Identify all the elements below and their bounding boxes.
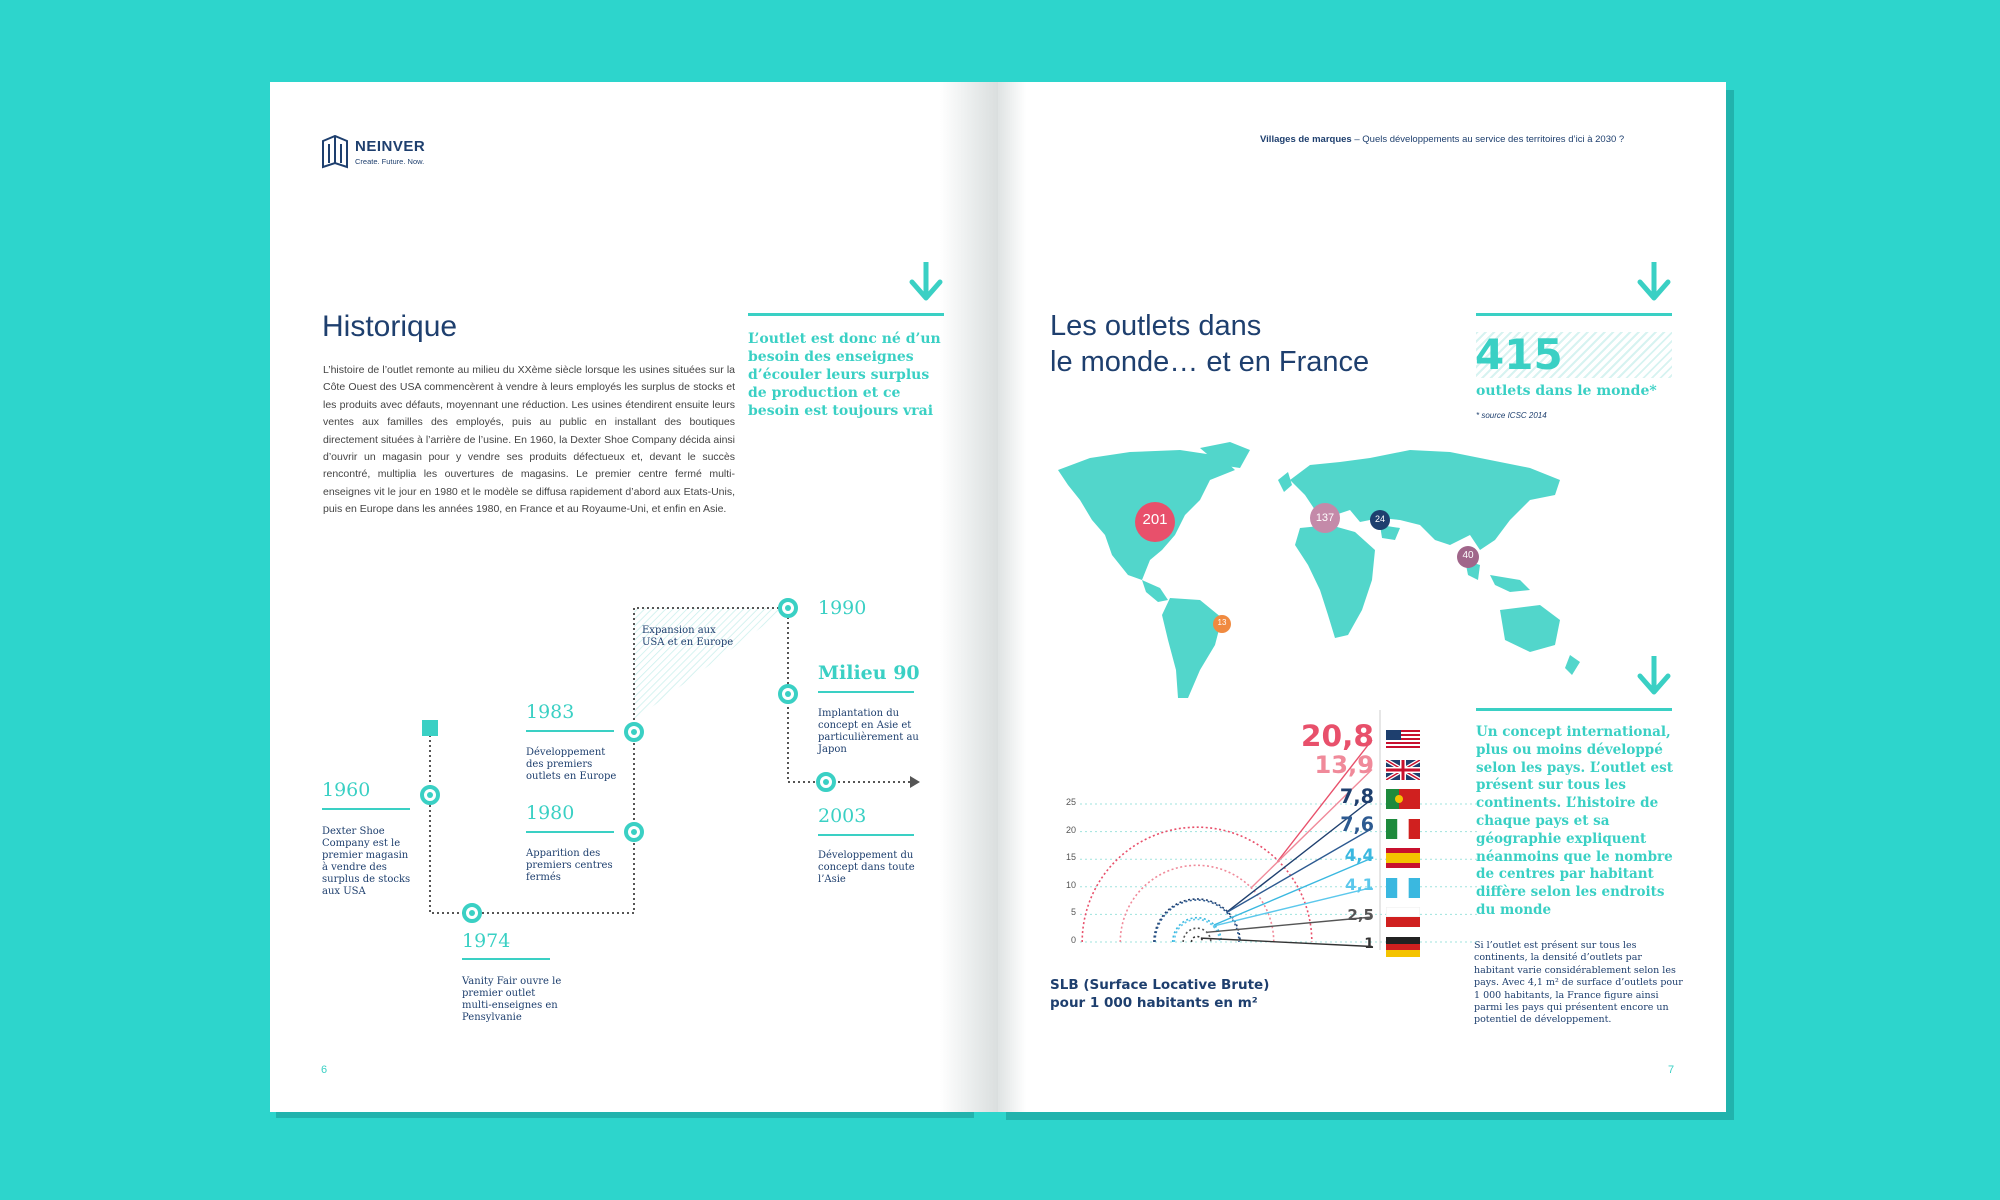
logo-mark-icon bbox=[321, 135, 349, 169]
page-number-left: 6 bbox=[321, 1064, 328, 1076]
world-map bbox=[1050, 440, 1610, 710]
year-rule bbox=[526, 730, 614, 732]
desc-1980: Apparition des premiers centres fermés bbox=[526, 848, 613, 883]
flag-uk-icon bbox=[1386, 760, 1420, 780]
down-arrow-icon bbox=[1634, 262, 1674, 304]
bubble-usa-label: 201 bbox=[1142, 511, 1168, 528]
logo-tagline: Create. Future. Now. bbox=[355, 157, 425, 166]
year-rule bbox=[818, 834, 914, 836]
history-paragraph: L’histoire de l’outlet remonte au milieu du XXème siècle lorsque les usines situées sur la Côte Ouest des USA commencèrent à vendre à leurs employés les surplus de stocks et les produits avec défauts, moyennant une réduction. Les usines étendirent ensuite leurs ventes aux familles des employés, puis au public en installant des boutiques directement situées à l’arrière de l’usine. En 1960, la Dexter Shoe Company décida ainsi d’ouvrir un magasin pour y vendre ses produits défectueux et, devant le succès rencontré, multiplia les ouvertures de magasins. Le premier centre fermé multi-enseignes vit le jour en 1980 et le modèle se diffusa rapidement d’abord aux Etats-Unis, puis en Europe dans les années 1980, en France et au Royaume-Uni, et enfin en Asie. bbox=[323, 364, 735, 516]
slb-value-italy: 7,6 bbox=[1340, 814, 1374, 837]
page-spine-shadow-right bbox=[998, 82, 1026, 1112]
y-tick-label: 15 bbox=[1065, 852, 1076, 863]
stat-number: 415 bbox=[1475, 330, 1563, 379]
flag-france-icon bbox=[1386, 878, 1420, 898]
quote-text: L’outlet est donc né d’un besoin des enseignes d’écouler leurs surplus de production et ce besoin est toujours vrai bbox=[748, 331, 941, 419]
slb-value-spain: 4,4 bbox=[1344, 845, 1374, 865]
concept-text: Un concept international, plus ou moins développé selon les pays. L’outlet est présent sur tous les continents. L’histoire de chaque pays et sa géographie expliquent néanmoins que le nombre de centres par habitant diffère selon les endroits du monde bbox=[1476, 724, 1673, 918]
flag-usa-icon bbox=[1386, 730, 1420, 750]
year-rule bbox=[526, 831, 614, 833]
slb-value-portugal: 7,8 bbox=[1339, 784, 1374, 808]
concept-rule bbox=[1476, 708, 1672, 711]
y-tick-label: 10 bbox=[1065, 879, 1076, 890]
slb-value-germany: 1 bbox=[1364, 936, 1374, 952]
stat-label: outlets dans le monde* bbox=[1476, 383, 1657, 399]
down-arrow-icon bbox=[1634, 656, 1674, 698]
slb-value-uk: 13,9 bbox=[1314, 751, 1374, 780]
stat-source: * source ICSC 2014 bbox=[1476, 411, 1547, 420]
year-rule bbox=[322, 808, 410, 810]
flag-portugal-icon bbox=[1386, 789, 1420, 809]
year-1980: 1980 bbox=[526, 802, 575, 824]
page-title: Historique bbox=[322, 310, 458, 343]
y-tick-label: 25 bbox=[1065, 797, 1076, 807]
chart-title bbox=[1050, 976, 1269, 1012]
year-2003: 2003 bbox=[818, 805, 867, 827]
flag-spain-icon bbox=[1386, 848, 1420, 868]
slb-arc-italy bbox=[1155, 900, 1239, 942]
desc-1974: Vanity Fair ouvre le premier outlet multi-enseignes en Pensylvanie bbox=[462, 976, 562, 1023]
year-1983: 1983 bbox=[526, 701, 575, 723]
flag-italy-icon bbox=[1386, 819, 1420, 839]
desc-2003: Développement du concept dans toute l’Asie bbox=[818, 850, 915, 885]
expansion-label: Expansion aux USA et en Europe bbox=[642, 625, 734, 648]
slb-value-usa: 20,8 bbox=[1300, 717, 1374, 753]
bubble-asia-label: 40 bbox=[1462, 550, 1474, 561]
logo-brand: NEINVER bbox=[355, 138, 426, 155]
section-title bbox=[1050, 308, 1369, 380]
flag-germany-icon bbox=[1386, 937, 1420, 957]
section-title-line2: le monde… et en France bbox=[1050, 346, 1370, 378]
desc-mid-90: Implantation du concept en Asie et particulièrement au Japon bbox=[818, 708, 919, 755]
desc-1983: Développement des premiers outlets en Europe bbox=[526, 747, 617, 782]
year-1960: 1960 bbox=[322, 779, 371, 801]
running-header-bold: Villages de marques bbox=[1260, 134, 1352, 145]
year-mid-90: Milieu 90 bbox=[818, 662, 920, 684]
bubble-europe-label: 137 bbox=[1315, 512, 1335, 524]
stat-rule bbox=[1476, 313, 1672, 316]
density-note: Si l’outlet est présent sur tous les continents, la densité d’outlets par habitant varie considérablement selon les pays. Avec 4,1 m² de surface d’outlets pour 1 000 habitants, la France figure ainsi parmi les pays qui présentent encore un potentiel de développement. bbox=[1474, 940, 1683, 1026]
slb-arc-germany bbox=[1191, 936, 1202, 942]
slb-value-france: 4,1 bbox=[1345, 875, 1374, 895]
y-tick-label: 5 bbox=[1070, 907, 1076, 918]
section-title-line1: Les outlets dans bbox=[1050, 310, 1262, 342]
bubble-south-america-label: 13 bbox=[1217, 618, 1227, 627]
chart-title-line1: SLB (Surface Locative Brute) bbox=[1050, 977, 1270, 993]
running-header-rest: – Quels développements au service des territoires d’ici à 2030 ? bbox=[1351, 134, 1625, 145]
slb-arc-portugal bbox=[1154, 899, 1240, 942]
bubble-east-europe-label: 24 bbox=[1374, 514, 1385, 524]
chart-title-line2: pour 1 000 habitants en m² bbox=[1050, 995, 1258, 1011]
y-tick-label: 20 bbox=[1065, 824, 1076, 835]
flag-poland-icon bbox=[1386, 907, 1420, 927]
down-arrow-icon bbox=[906, 262, 946, 304]
year-1974: 1974 bbox=[462, 930, 511, 952]
desc-1960: Dexter Shoe Company est le premier magasin à vendre des surplus de stocks aux USA bbox=[322, 826, 411, 897]
slb-arc-poland bbox=[1183, 928, 1211, 942]
slb-value-poland: 2,5 bbox=[1347, 905, 1374, 924]
year-1990: 1990 bbox=[818, 597, 867, 619]
running-header bbox=[1260, 134, 1624, 145]
quote-rule bbox=[748, 313, 944, 316]
page-number-right: 7 bbox=[1668, 1064, 1675, 1076]
year-rule bbox=[462, 958, 550, 960]
year-rule bbox=[818, 691, 914, 693]
y-tick-label: 0 bbox=[1070, 935, 1076, 945]
